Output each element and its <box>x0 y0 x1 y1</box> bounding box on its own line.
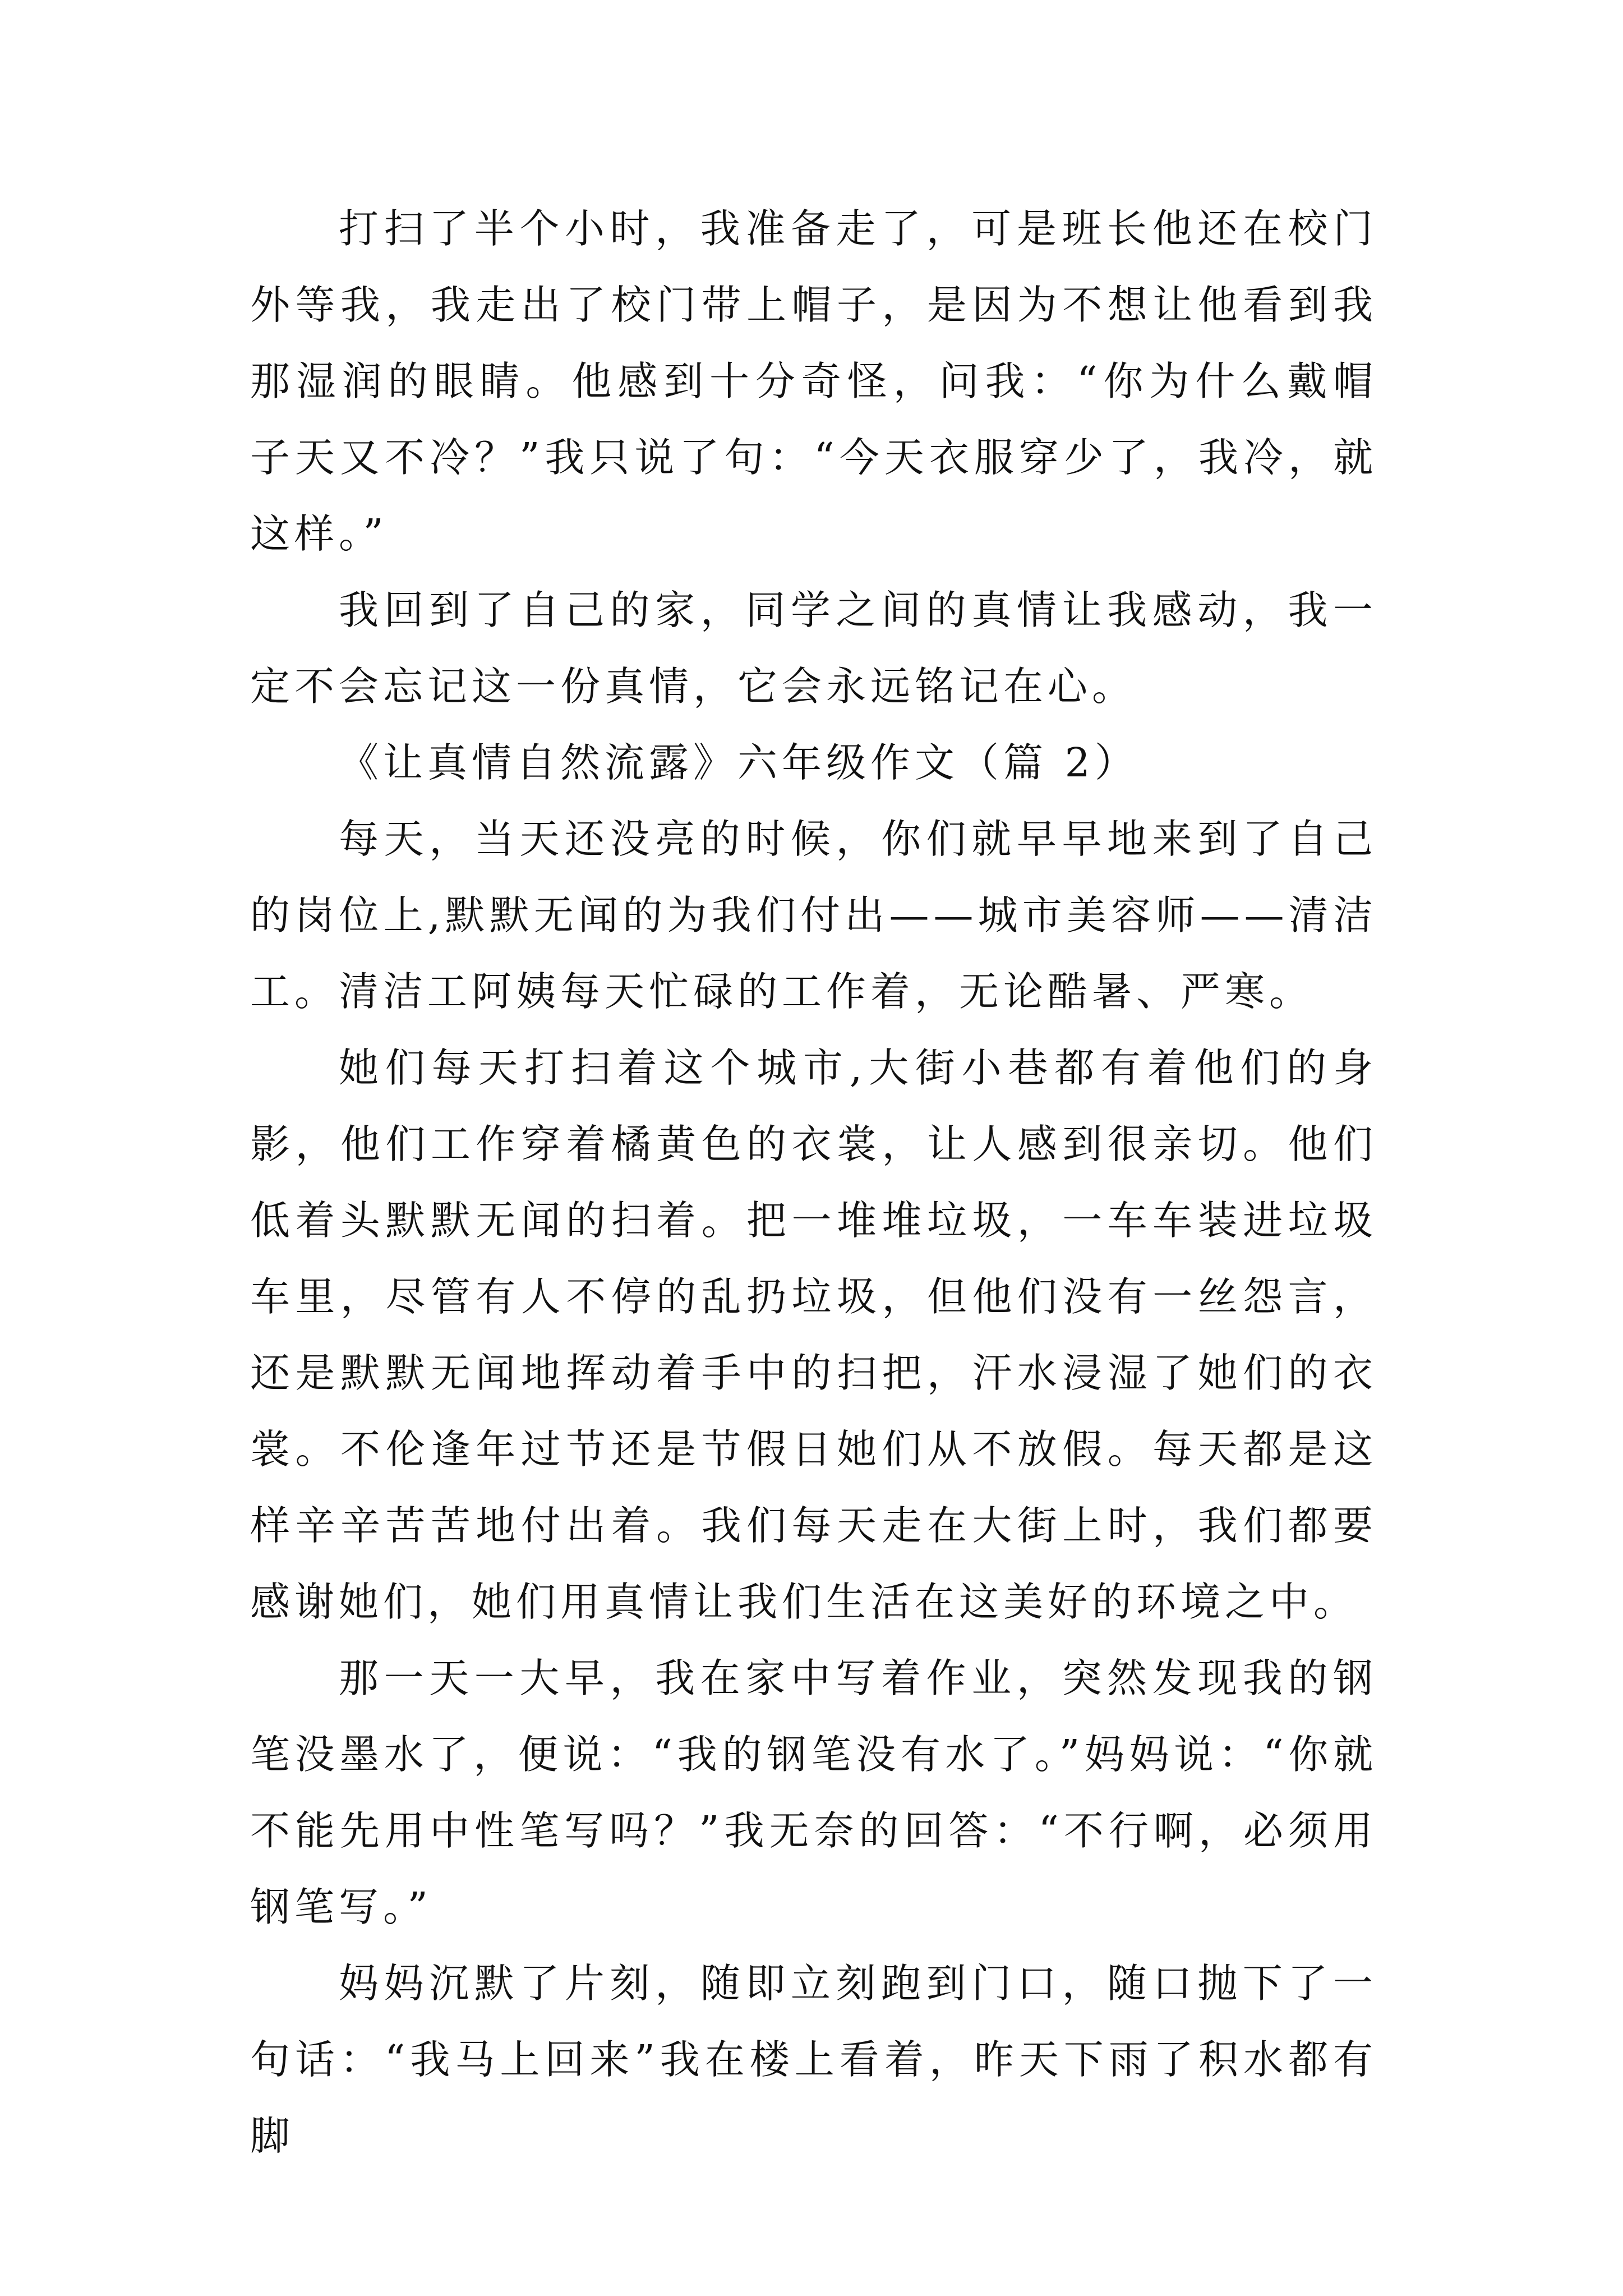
paragraph-4: 她们每天打扫着这个城市,大街小巷都有着他们的身影，他们工作穿着橘黄色的衣裳，让人感到很亲切。他们低着头默默无闻的扫着。把一堆堆垃圾，一车车装进垃圾车里，尽管有人不停的乱扔垃圾，但他们没有一丝怨言，还是默默无闻地挥动着手中的扫把，汗水浸湿了她们的衣裳。不伦逢年过节还是节假日她们从不放假。每天都是这样辛辛苦苦地付出着。我们每天走在大街上时，我们都要感谢她们，她们用真情让我们生活在这美好的环境之中。 <box>250 1045 1377 1625</box>
section-heading: 《让真情自然流露》六年级作文（篇 2） <box>339 739 1139 786</box>
paragraph-2: 我回到了自己的家，同学之间的真情让我感动，我一定不会忘记这一份真情，它会永远铭记在心。 <box>250 587 1377 710</box>
paragraph-3: 每天，当天还没亮的时候，你们就早早地来到了自己的岗位上,默默无闻的为我们付出——城市美容师——清洁工。清洁工阿姨每天忙碌的工作着，无论酷暑、严寒。 <box>250 816 1377 1015</box>
paragraph-6: 妈妈沉默了片刻，随即立刻跑到门口，随口抛下了一句话：“我马上回来”我在楼上看着，昨天下雨了积水都有脚 <box>250 1960 1377 2159</box>
paragraph-5: 那一天一大早，我在家中写着作业，突然发现我的钢笔没墨水了，便说：“我的钢笔没有水了。”妈妈说：“你就不能先用中性笔写吗？”我无奈的回答：“不行啊，必须用钢笔写。” <box>250 1655 1377 1930</box>
document-text-body <box>250 191 1377 2174</box>
paragraph-1: 打扫了半个小时，我准备走了，可是班长他还在校门外等我，我走出了校门带上帽子，是因为不想让他看到我那湿润的眼睛。他感到十分奇怪，问我：“你为什么戴帽子天又不冷？”我只说了句：“今天衣服穿少了，我冷，就这样。” <box>250 205 1377 557</box>
